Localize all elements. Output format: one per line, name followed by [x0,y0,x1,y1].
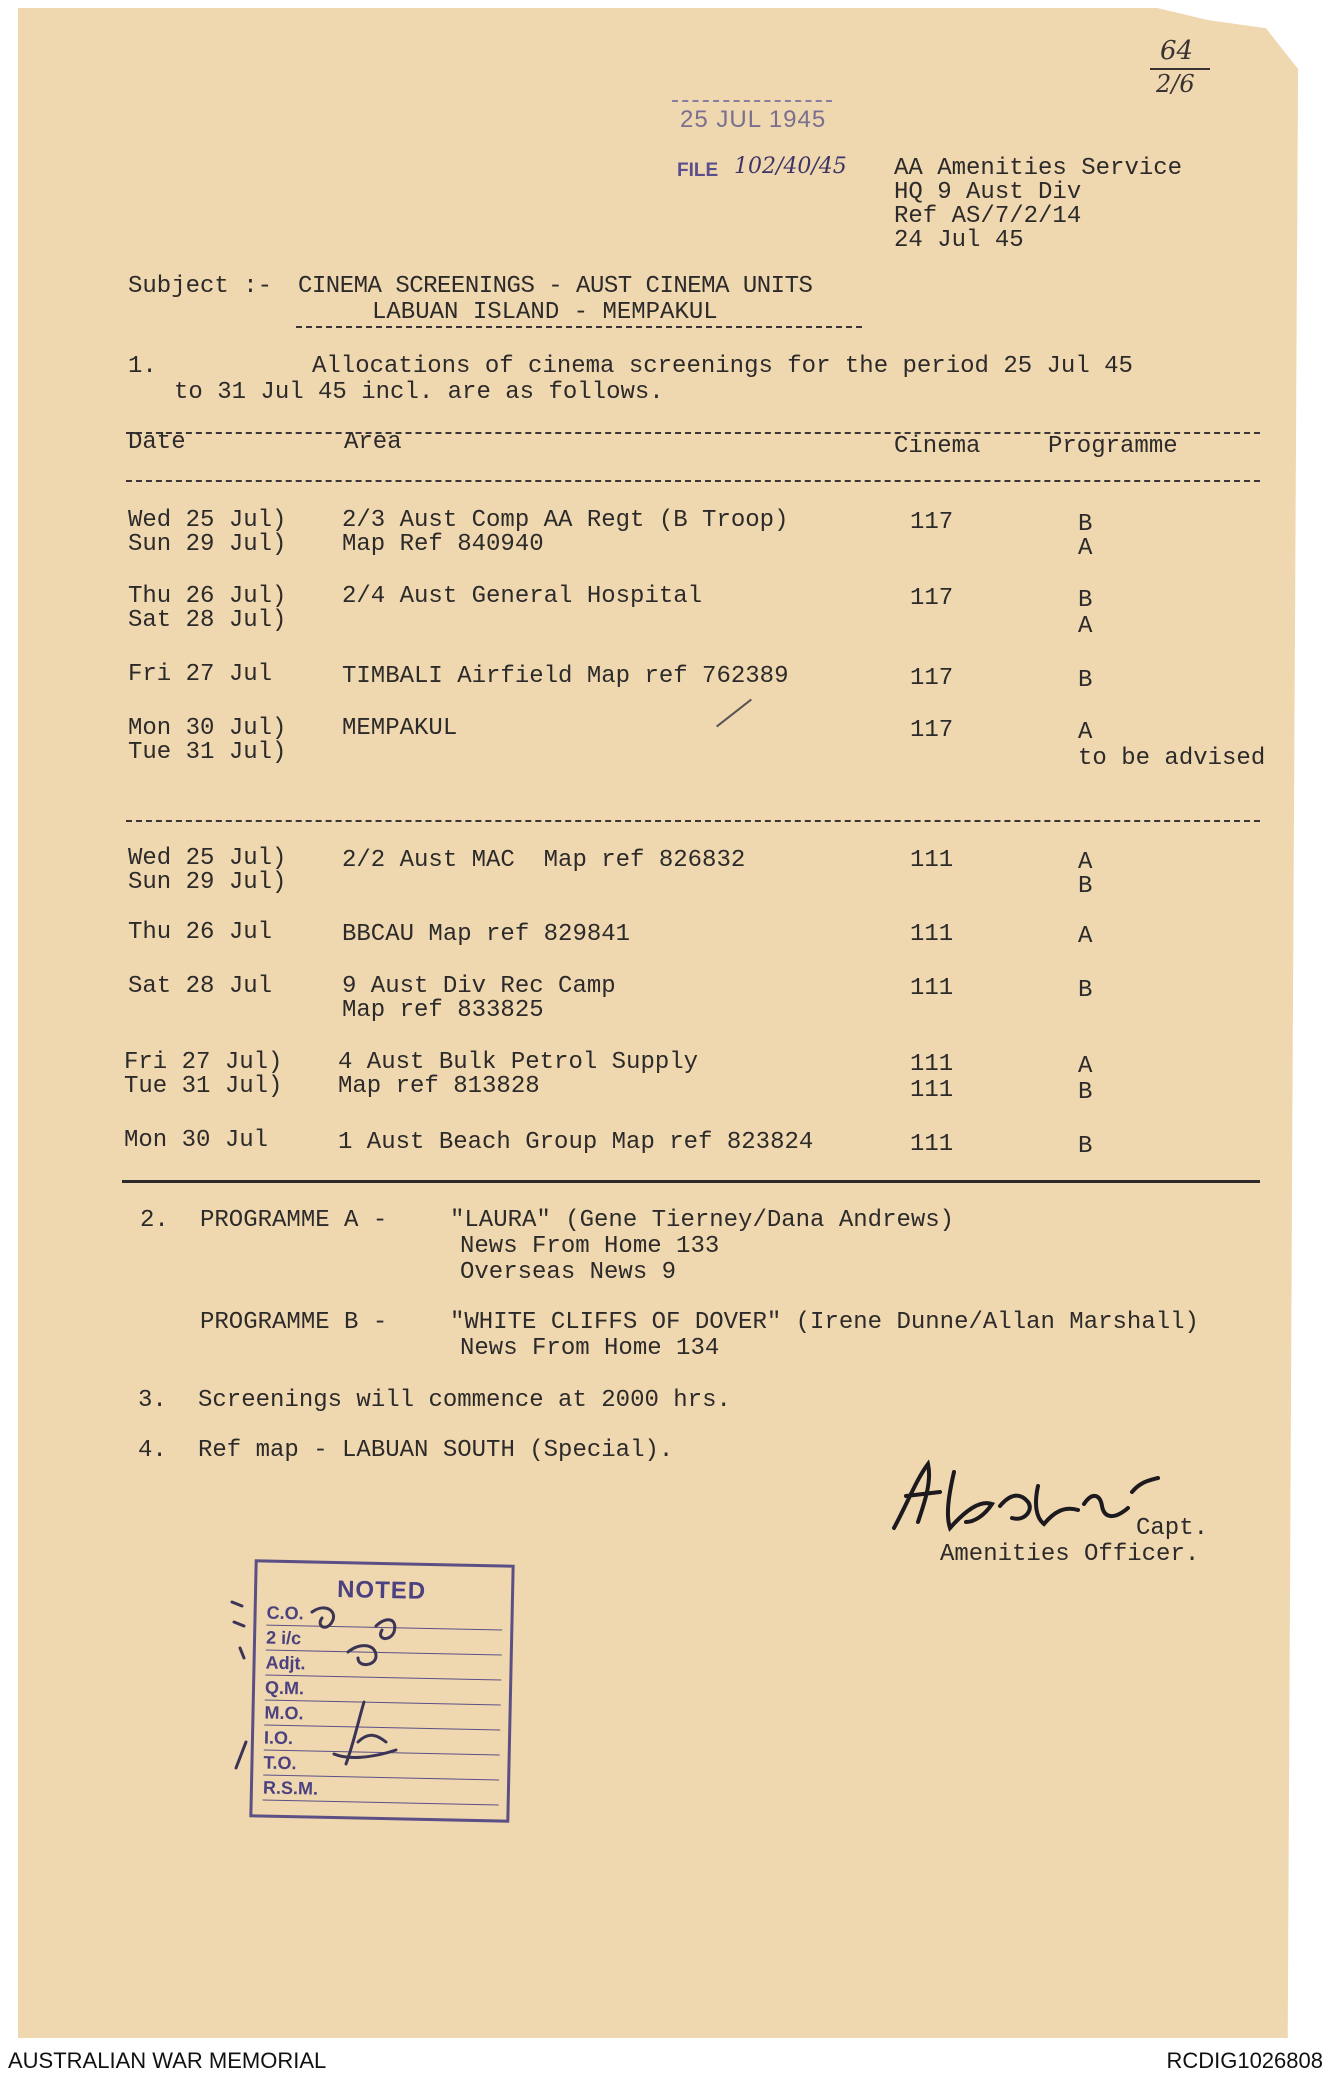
noted-initials-scribble [226,1592,466,1782]
row111-5-prog-1: B [1078,1133,1093,1160]
date-received-stamp: 25 JUL 1945 [680,106,827,133]
row117-3-date-1: Fri 27 Jul [128,661,273,688]
row111-2-prog-1: A [1078,923,1093,950]
noted-stamp-heading: NOTED [336,1576,427,1605]
row111-4-date-2: Tue 31 Jul) [124,1073,283,1100]
para-3-text: Screenings will commence at 2000 hrs. [198,1387,731,1414]
row117-4-cinema: 117 [910,717,954,744]
footer-right-label: RCDIG1026808 [1166,2048,1323,2073]
row117-2-date-1: Thu 26 Jul) [128,583,287,610]
subject-label: Subject :- [128,273,273,300]
row117-2-area-1: 2/4 Aust General Hospital [342,583,703,610]
subject-line-2: LABUAN ISLAND - MEMPAKUL [372,299,718,326]
row111-1-prog-1: A [1078,849,1093,876]
para-1-number: 1. [128,353,157,380]
noted-row-to: T.O. [263,1753,499,1781]
para-4-number: 4. [138,1437,167,1464]
row111-2-cinema-1: 111 [910,921,954,948]
row117-1-cinema: 117 [910,509,954,536]
row117-3-cinema: 117 [910,665,954,692]
date-stamp-border [672,100,832,102]
row117-3-prog-1: B [1078,667,1093,694]
page-number: 64 [1160,36,1194,66]
row117-1-prog-1: B [1078,511,1093,538]
table-mid-rule [126,820,1260,822]
signature-rank: Capt. [1136,1515,1209,1542]
header-division: HQ 9 Aust Div [894,179,1082,206]
row117-1-prog-2: A [1078,535,1093,562]
row111-5-date-1: Mon 30 Jul [124,1127,269,1154]
programme-a-film: "LAURA" (Gene Tierney/Dana Andrews) [450,1207,955,1234]
noted-row-mo: M.O. [264,1703,500,1731]
row111-4-date-1: Fri 27 Jul) [124,1049,283,1076]
noted-row-io: I.O. [264,1728,500,1756]
programme-b-label: PROGRAMME B - [200,1309,388,1336]
header-date: 24 Jul 45 [894,227,1024,254]
noted-row-adjt: Adjt. [265,1653,501,1681]
folio-divider [1150,68,1210,70]
col-header-area: Area [344,429,402,456]
row111-1-cinema-1: 111 [910,847,954,874]
row111-5-cinema-1: 111 [910,1131,954,1158]
col-header-date: Date [128,429,186,456]
row111-3-cinema-1: 111 [910,975,954,1002]
row111-1-prog-2: B [1078,873,1093,900]
row111-3-date-1: Sat 28 Jul [128,973,273,1000]
row111-2-area-1: BBCAU Map ref 829841 [342,921,631,948]
header-reference: Ref AS/7/2/14 [894,203,1082,230]
para-3-number: 3. [138,1387,167,1414]
table-header-rule [126,480,1260,482]
noted-row-co: C.O. [266,1603,502,1631]
row111-4-area-2: Map ref 813828 [338,1073,540,1100]
footer-left-label: AUSTRALIAN WAR MEMORIAL [8,2048,327,2073]
file-stamp: FILE [677,160,719,181]
row117-2-prog-2: A [1078,613,1093,640]
row111-1-date-1: Wed 25 Jul) [128,845,287,872]
row111-4-cinema-1: 111 [910,1051,954,1078]
para-1-line-1: Allocations of cinema screenings for the period 25 Jul 45 [312,353,1133,380]
para-2-number: 2. [140,1207,169,1234]
row111-4-cinema-2: 111 [910,1077,954,1104]
row111-4-area-1: 4 Aust Bulk Petrol Supply [338,1049,699,1076]
table-bottom-rule [122,1180,1260,1183]
signature-title: Amenities Officer. [940,1541,1200,1568]
row111-4-prog-2: B [1078,1079,1093,1106]
programme-a-overseas: Overseas News 9 [460,1259,677,1286]
row117-4-date-1: Mon 30 Jul) [128,715,287,742]
folio-number: 2/6 [1156,70,1195,98]
programme-a-newsreel: News From Home 133 [460,1233,720,1260]
col-header-programme: Programme [1048,433,1178,460]
row111-3-prog-1: B [1078,977,1093,1004]
row117-4-date-2: Tue 31 Jul) [128,739,287,766]
file-number: 102/40/45 [734,154,847,179]
para-4-text: Ref map - LABUAN SOUTH (Special). [198,1437,674,1464]
row111-1-date-2: Sun 29 Jul) [128,869,287,896]
row111-3-area-1: 9 Aust Div Rec Camp [342,973,616,1000]
row111-4-prog-1: A [1078,1053,1093,1080]
row117-3-area-1: TIMBALI Airfield Map ref 762389 [342,663,789,690]
row111-1-area-1: 2/2 Aust MAC Map ref 826832 [342,847,746,874]
subject-underline [296,326,862,328]
row111-2-date-1: Thu 26 Jul [128,919,273,946]
col-header-cinema: Cinema [894,433,981,460]
row117-4-prog-2: to be advised [1078,745,1266,772]
programme-b-film: "WHITE CLIFFS OF DOVER" (Irene Dunne/Allan Marshall) [450,1309,1199,1336]
row117-4-prog-1: A [1078,719,1093,746]
row117-1-area-2: Map Ref 840940 [342,531,544,558]
subject-line-1: CINEMA SCREENINGS - AUST CINEMA UNITS [298,273,813,300]
programme-b-newsreel: News From Home 134 [460,1335,720,1362]
noted-row-qm: Q.M. [265,1678,501,1706]
row117-1-date-1: Wed 25 Jul) [128,507,287,534]
row117-4-area-1: MEMPAKUL [342,715,458,742]
row117-2-prog-1: B [1078,587,1093,614]
para-1-line-2: to 31 Jul 45 incl. are as follows. [174,379,664,406]
row117-2-date-2: Sat 28 Jul) [128,607,287,634]
header-unit: AA Amenities Service [894,155,1183,182]
row117-2-cinema: 117 [910,585,954,612]
programme-a-label: PROGRAMME A - [200,1207,388,1234]
row111-5-area-1: 1 Aust Beach Group Map ref 823824 [338,1129,814,1156]
row117-1-date-2: Sun 29 Jul) [128,531,287,558]
row117-1-area-1: 2/3 Aust Comp AA Regt (B Troop) [342,507,789,534]
noted-row-rsm: R.S.M. [263,1778,499,1806]
noted-row-2ic: 2 i/c [266,1628,502,1656]
row111-3-area-2: Map ref 833825 [342,997,544,1024]
